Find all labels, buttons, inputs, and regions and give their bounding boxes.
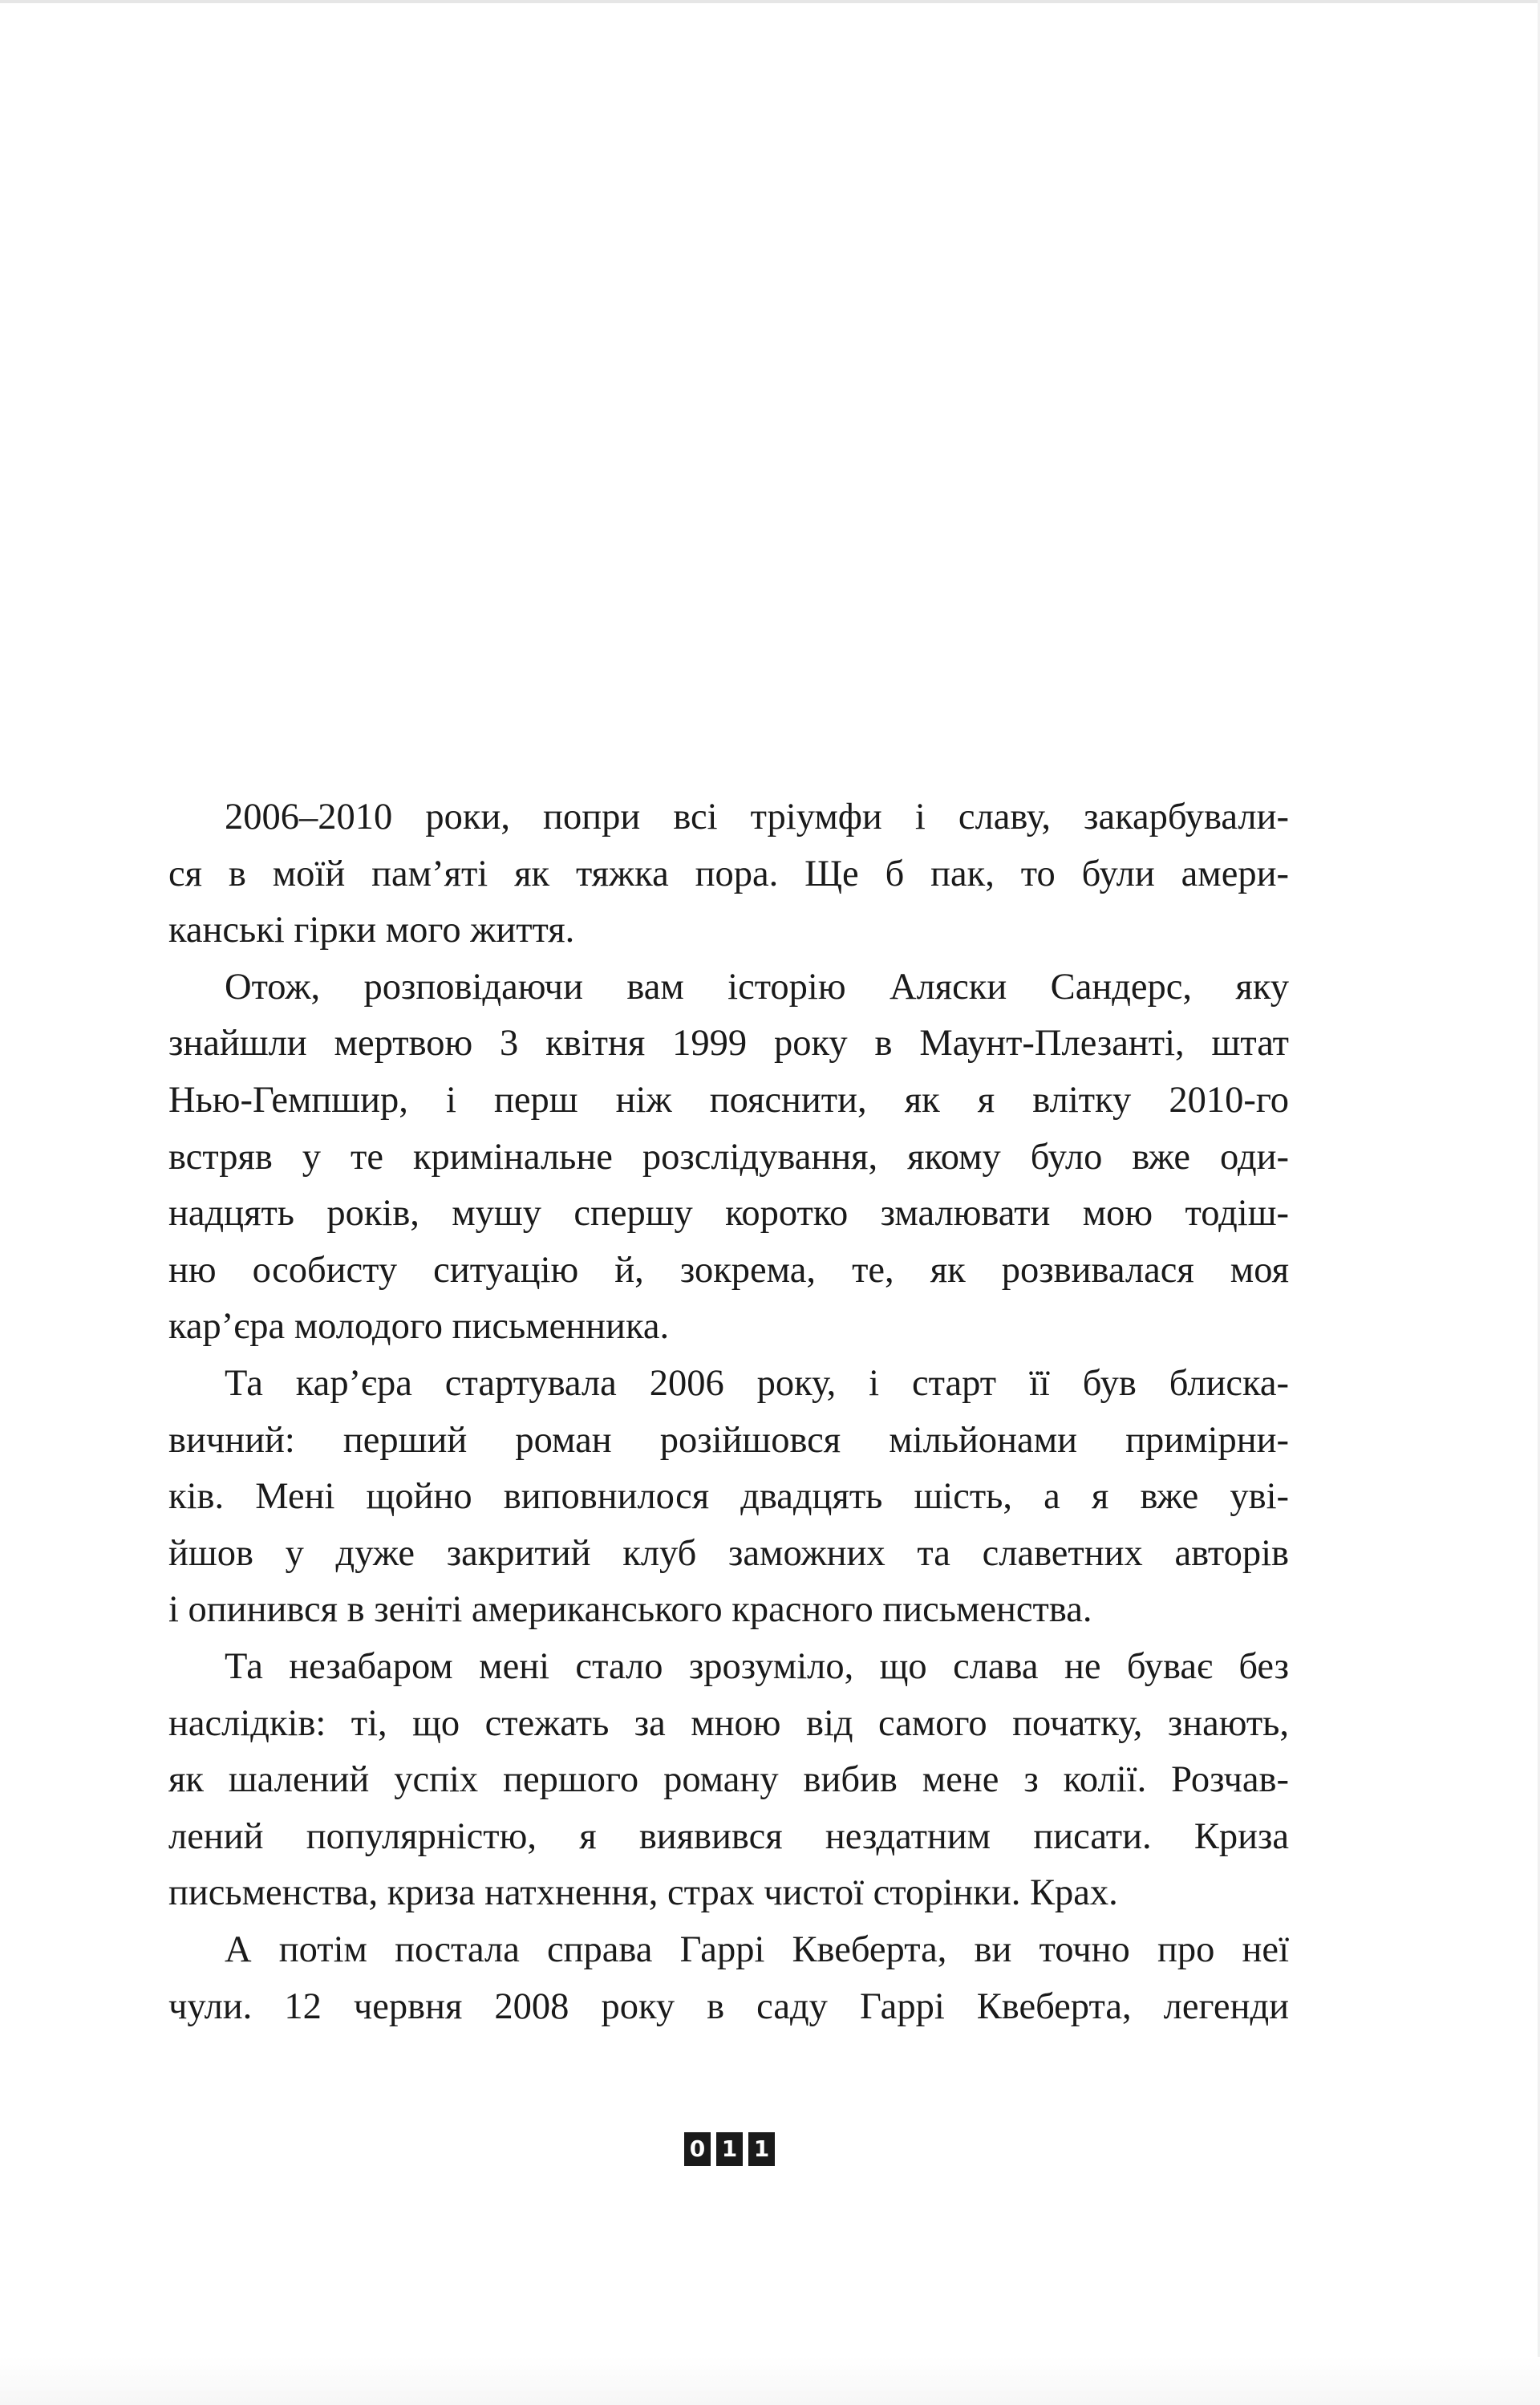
text-line: надцять років, мушу спершу коротко змалювати мою тодіш- [168, 1193, 1289, 1234]
text-line: знайшли мертвою 3 квітня 1999 року в Маунт-Плезанті, штат [168, 1023, 1289, 1064]
text-line: ся в моїй пам’яті як тяжка пора. Ще б пак, то були амери- [168, 854, 1289, 894]
text-line: канські гірки мого життя. [168, 910, 575, 951]
text-line: лений популярністю, я виявився нездатним писати. Криза [168, 1816, 1289, 1857]
text-line: наслідків: ті, що стежать за мною від самого початку, знають, [168, 1703, 1289, 1744]
text-line: письменства, криза натхнення, страх чистої сторінки. Крах. [168, 1872, 1118, 1913]
text-line: вичний: перший роман розійшовся мільйонами примірни- [168, 1420, 1289, 1461]
text-line: ню особисту ситуацію й, зокрема, те, як розвивалася моя [168, 1250, 1289, 1291]
text-line: А потім постала справа Гаррі Квеберта, ви точно про неї [225, 1929, 1289, 1970]
text-line: 2006–2010 роки, попри всі тріумфи і славу, закарбували- [225, 797, 1289, 837]
text-line: як шалений успіх першого роману вибив мене з колії. Розчав- [168, 1759, 1289, 1800]
text-line: і опинився в зеніті американського красного письменства. [168, 1589, 1092, 1630]
text-line: кар’єра молодого письменника. [168, 1306, 670, 1347]
text-line: Нью-Гемпшир, і перш ніж пояснити, як я влітку 2010-го [168, 1080, 1289, 1121]
page-bottom-edge [0, 2357, 1540, 2405]
text-line: чули. 12 червня 2008 року в саду Гаррі Квеберта, легенди [168, 1986, 1289, 2027]
text-line: ків. Мені щойно виповнилося двадцять шість, а я вже уві- [168, 1476, 1289, 1517]
text-line: встряв у те кримінальне розслідування, якому було вже оди- [168, 1137, 1289, 1178]
text-line: йшов у дуже закритий клуб заможних та славетних авторів [168, 1533, 1289, 1574]
page-number-digit: 1 [748, 2132, 775, 2166]
text-line: Та незабаром мені стало зрозуміло, що слава не буває без [225, 1646, 1289, 1687]
page-number [684, 2132, 775, 2166]
page-top-edge [0, 0, 1540, 3]
page-number-digit: 1 [716, 2132, 743, 2166]
page-number-digit: 0 [684, 2132, 711, 2166]
text-line: Та кар’єра стартувала 2006 року, і старт її був блиска- [225, 1363, 1289, 1404]
text-line: Отож, розповідаючи вам історію Аляски Сандерс, яку [225, 967, 1289, 1008]
